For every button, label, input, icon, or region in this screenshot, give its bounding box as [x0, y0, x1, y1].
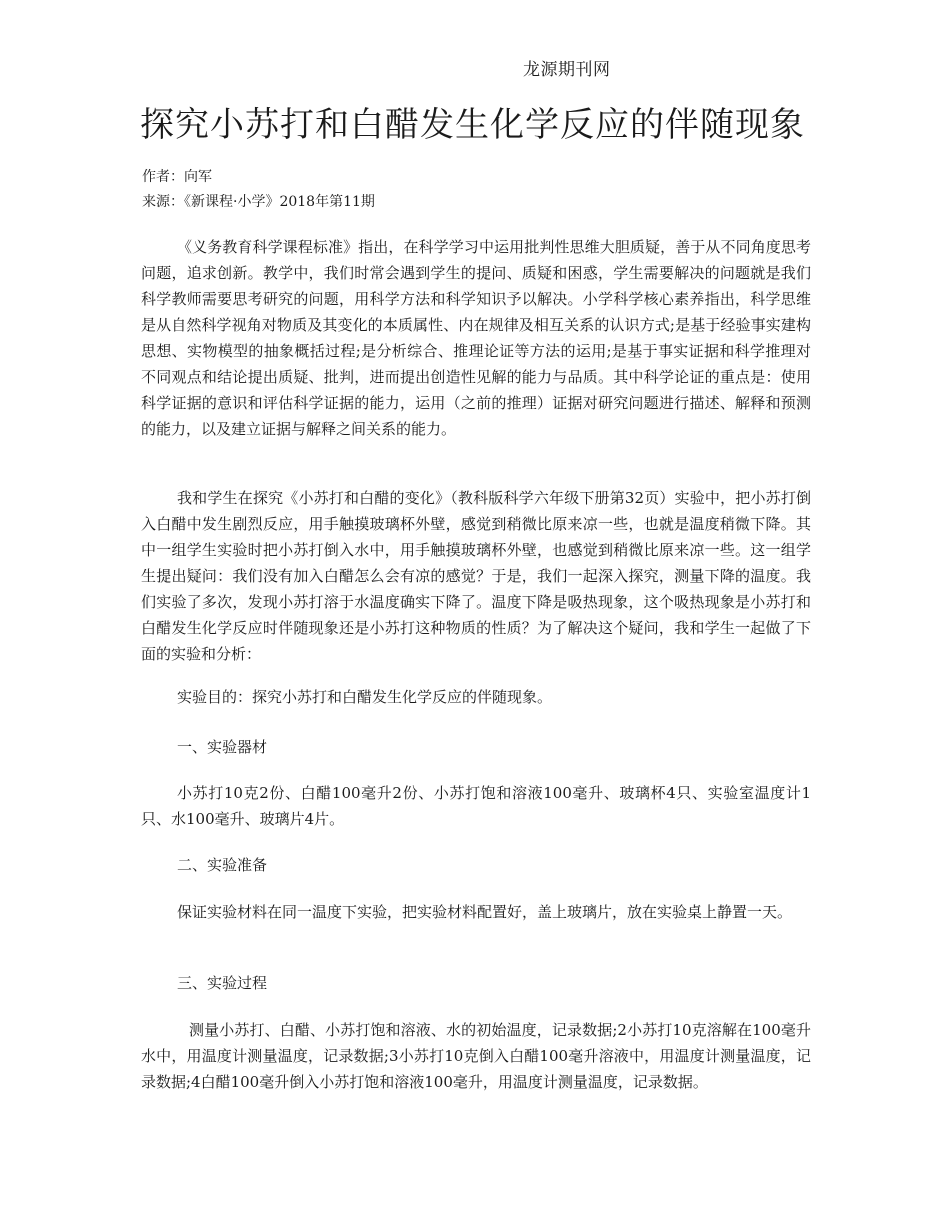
site-name: 龙源期刊网	[523, 60, 611, 80]
section-heading-materials: 一、实验器材	[177, 738, 268, 756]
section-heading-procedure: 三、实验过程	[177, 974, 268, 992]
section-heading-preparation: 二、实验准备	[177, 856, 268, 874]
materials-paragraph: 小苏打10克2份、白醋100毫升2份、小苏打饱和溶液100毫升、玻璃杯4只、实验室温度计1只、水100毫升、玻璃片4片。	[141, 784, 811, 828]
author-line: 作者：向军	[142, 169, 212, 185]
experiment-purpose: 实验目的：探究小苏打和白醋发生化学反应的伴随现象。	[177, 688, 553, 706]
procedure-paragraph: 测量小苏打、白醋、小苏打饱和溶液、水的初始温度，记录数据;2小苏打10克溶解在100毫升水中，用温度计测量温度，记录数据;3小苏打10克倒入白醋100毫升溶液中，用温度计测量温度，记录数据;4白醋100毫升倒入小苏打饱和溶液100毫升，用温度计测量温度，记录数据。	[141, 1021, 811, 1091]
article-title: 探究小苏打和白醋发生化学反应的伴随现象	[140, 105, 805, 145]
preparation-paragraph: 保证实验材料在同一温度下实验，把实验材料配置好，盖上玻璃片，放在实验桌上静置一天。	[177, 903, 793, 921]
intro-paragraph: 《义务教育科学课程标准》指出，在科学学习中运用批判性思维大胆质疑，善于从不同角度思考问题，追求创新。教学中，我们时常会遇到学生的提问、质疑和困惑，学生需要解决的问题就是我们科学教师需要思考研究的问题，用科学方法和科学知识予以解决。小学科学核心素养指出，科学思维是从自然科学视角对物质及其变化的本质属性、内在规律及相互关系的认识方式;是基于经验事实建构思想、实物模型的抽象概括过程;是分析综合、推理论证等方法的运用;是基于事实证据和科学推理对不同观点和结论提出质疑、批判，进而提出创造性见解的能力与品质。其中科学论证的重点是：使用科学证据的意识和评估科学证据的能力，运用（之前的推理）证据对研究问题进行描述、解释和预测的能力，以及建立证据与解释之间关系的能力。	[141, 238, 811, 438]
source-line: 来源：《新课程·小学》2018年第11期	[142, 194, 375, 210]
background-paragraph: 我和学生在探究《小苏打和白醋的变化》（教科版科学六年级下册第32页）实验中，把小苏打倒入白醋中发生剧烈反应，用手触摸玻璃杯外壁，感觉到稍微比原来凉一些，也就是温度稍微下降。其中一组学生实验时把小苏打倒入水中，用手触摸玻璃杯外壁，也感觉到稍微比原来凉一些。这一组学生提出疑问：我们没有加入白醋怎么会有凉的感觉？于是，我们一起深入探究，测量下降的温度。我们实验了多次，发现小苏打溶于水温度确实下降了。温度下降是吸热现象，这个吸热现象是小苏打和白醋发生化学反应时伴随现象还是小苏打这种物质的性质？为了解决这个疑问，我和学生一起做了下面的实验和分析：	[141, 489, 811, 663]
